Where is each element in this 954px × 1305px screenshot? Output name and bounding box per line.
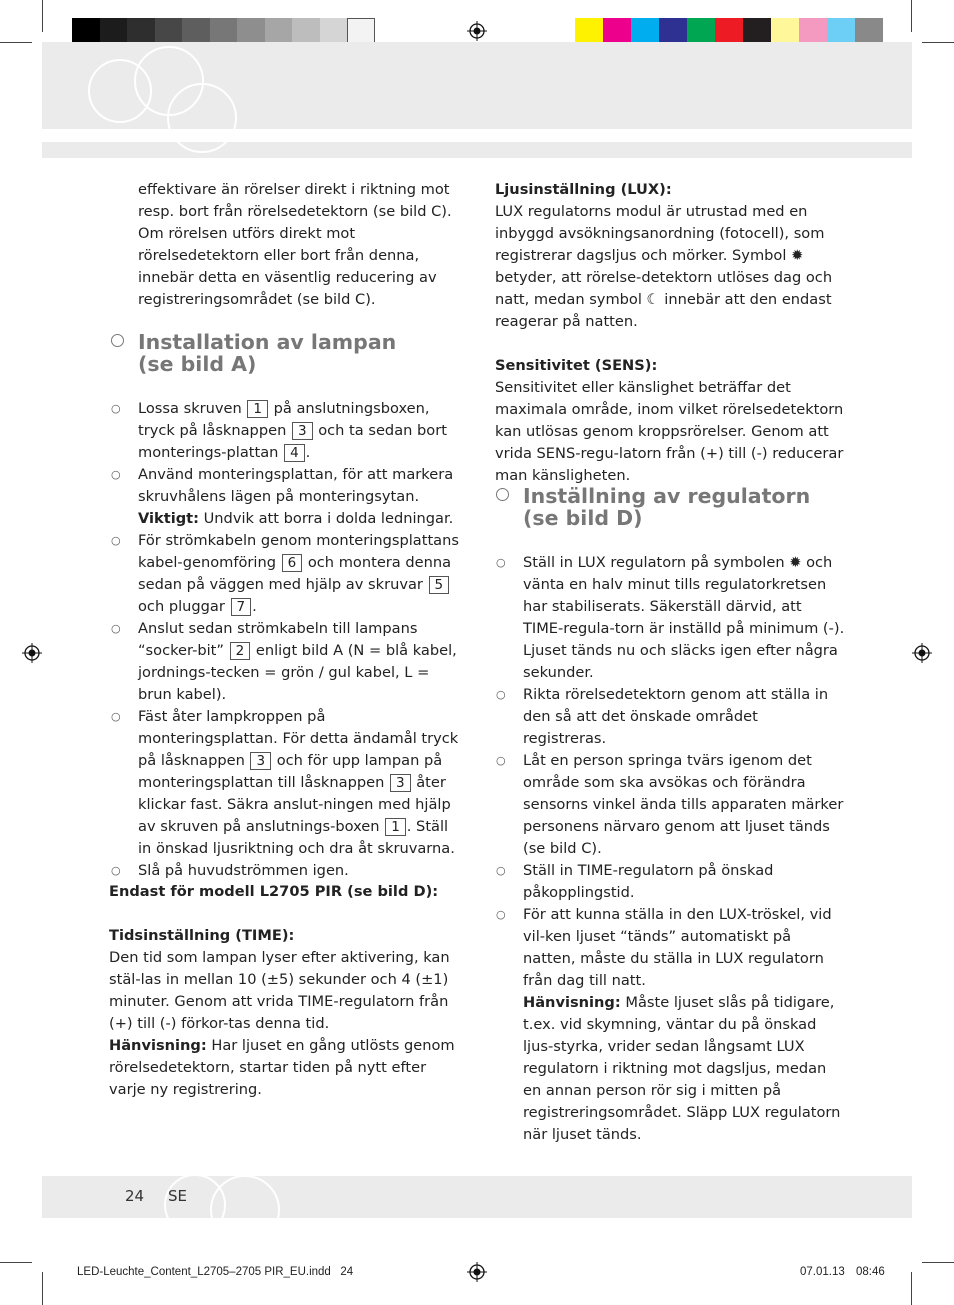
- list-item: ○ Anslut sedan strömkabeln till lampans “socker-bit” 2 enligt bild A (N = blå kabel, jordnings-tecken = grön / gul kabel, L = brun kabel).: [111, 620, 457, 703]
- crop-mark: [42, 0, 43, 32]
- moon-icon: ☾: [646, 291, 660, 308]
- crop-mark: [0, 42, 32, 43]
- time-text: Den tid som lampan lyser efter aktivering, kan stäl-las in mellan 10 (±5) sekunder och 4 (±1) minuter. Genom att vrida TIME-regulatorn från (+) till (-) förkor-tas denna tid.: [109, 949, 450, 1032]
- circle-bullet-icon: ○: [496, 908, 506, 921]
- list-item: ○ För att kunna ställa in den LUX-tröskel, vid vil-ken ljuset “tänds” automatiskt på natten, måste du ställa in LUX regulatorn från dag till natt. Hänvisning: Måste ljuset slås på tidigare, t.ex. vid skymning, väntar du på önskad ljus-styrka, vrider sedan långsamt LUX regulatorn i riktning mot dagsljus, medan en annan person rör sig i mitten på registreringsområdet. Släpp LUX regulatorn när ljuset tänds.: [496, 906, 841, 1143]
- sens-text: Sensitivitet eller känslighet beträffar det maximala område, inom vilket rörelsedetektorn kan utlösas genom kroppsrörelser. Genom att vrida SENS-regu-latorn från (+) till (-) reducerar man känsligheten.: [495, 379, 844, 484]
- color-swatch: [827, 18, 855, 45]
- part-number-box: 3: [390, 774, 411, 792]
- section-heading-installation: Installation av lampan (se bild A): [138, 331, 396, 375]
- color-swatch: [855, 18, 883, 45]
- color-swatch: [743, 18, 771, 45]
- list-item: ○ Fäst åter lampkroppen på monteringsplattan. För detta ändamål tryck på låsknappen 3 och för upp lampan på monteringsplattan till låsknappen 3 åter klickar fast. Säkra anslut-ningen med hjälp av skruven på anslutnings-boxen 1 . Ställ in önskad ljusriktning och dra åt skruvarna.: [111, 708, 459, 857]
- circle-bullet-icon: ○: [496, 556, 506, 569]
- list-item: ○ Ställ in LUX regulatorn på symbolen ✹ och vänta en halv minut tills regulatorkretsen har stabiliserats. Säkerställ därvid, att TIME-regula-torn är inställd på minimum (-). Ljuset tänds nu och släcks igen efter några sekunder.: [496, 554, 845, 681]
- circle-bullet-icon: [496, 488, 509, 501]
- gray-swatch: [155, 18, 183, 45]
- list-item: ○ För strömkabeln genom monteringsplattans kabel-genomföring 6 och montera denna sedan på väggen med hjälp av skruvar 5 och pluggar 7 .: [111, 532, 459, 615]
- circle-bullet-icon: ○: [496, 688, 506, 701]
- print-time: 08:46: [856, 1266, 885, 1278]
- list-item: ○ Slå på huvudströmmen igen.: [138, 860, 460, 882]
- gray-swatch: [292, 18, 320, 45]
- gray-swatch: [72, 18, 100, 45]
- crop-mark: [42, 1272, 43, 1305]
- part-number-box: 1: [385, 818, 406, 836]
- crop-mark: [922, 42, 954, 43]
- circle-bullet-icon: ○: [496, 864, 506, 877]
- sens-heading: Sensitivitet (SENS):: [495, 357, 658, 374]
- time-heading: Tidsinställning (TIME):: [109, 927, 295, 944]
- color-swatch: [659, 18, 687, 45]
- crop-mark: [922, 1262, 954, 1263]
- circle-bullet-icon: ○: [496, 754, 506, 767]
- part-number-box: 7: [231, 598, 252, 616]
- list-item: ○ Lossa skruven 1 på anslutningsboxen, tryck på låsknappen 3 och ta sedan bort monterings-plattan 4 .: [111, 400, 447, 461]
- decorative-circles-icon: [85, 45, 245, 155]
- model-section: Endast för modell L2705 PIR (se bild D): Tidsinställning (TIME): Den tid som lampan lyser efter aktivering, kan stäl-las in mellan 10 (±5) sekunder och 4 (±1) minuter. Genom att vrida TIME-regulatorn från (+) till (-) förkor-tas denna tid. Hänvisning: Har ljuset en gång utlösts genom rörelsedetektorn, startar tiden på nytt efter varje ny registrering.: [109, 881, 461, 1101]
- registration-mark-icon: [467, 21, 487, 41]
- sun-icon: ✹: [789, 554, 802, 571]
- gray-swatch: [237, 18, 265, 45]
- part-number-box: 3: [250, 752, 271, 770]
- gray-swatch: [100, 18, 128, 45]
- part-number-box: 1: [247, 400, 268, 418]
- registration-mark-icon: [467, 1262, 487, 1282]
- gray-swatch: [347, 18, 375, 45]
- regulator-steps: [496, 552, 845, 1146]
- section-heading-regulator: Inställning av regulatorn (se bild D): [523, 485, 810, 529]
- part-number-box: 6: [282, 554, 303, 572]
- list-item: ○ Ställ in TIME-regulatorn på önskad påkopplingstid.: [496, 862, 774, 901]
- color-swatch: [687, 18, 715, 45]
- color-swatch: [715, 18, 743, 45]
- installation-steps: [111, 398, 460, 882]
- registration-mark-icon: [22, 643, 42, 663]
- registration-mark-icon: [912, 643, 932, 663]
- gray-swatch: [182, 18, 210, 45]
- intro-paragraph: effektivare än rörelser direkt i riktning mot resp. bort från rörelsedetektorn (se bild C). Om rörelsen utförs direkt mot rörelsedetektorn eller bort från denna, innebär detta en väsentlig reducering av registreringsområdet (se bild C).: [138, 181, 452, 308]
- page-number: 24: [125, 1187, 145, 1205]
- color-swatch: [799, 18, 827, 45]
- circle-bullet-icon: ○: [111, 710, 121, 723]
- color-swatch: [771, 18, 799, 45]
- crop-mark: [0, 1262, 32, 1263]
- list-item: ○ Låt en person springa tvärs igenom det område som ska avsökas och förändra sensorns vinkel ända tills apparaten märker personens närvaro genom att ljuset tänds (se bild C).: [496, 752, 844, 857]
- part-number-box: 4: [284, 444, 305, 462]
- circle-bullet-icon: ○: [111, 402, 121, 415]
- gray-swatch: [320, 18, 348, 45]
- part-number-box: 5: [429, 576, 450, 594]
- file-name: LED-Leuchte_Content_L2705–2705 PIR_EU.indd 24: [77, 1266, 354, 1278]
- circle-bullet-icon: [111, 334, 124, 347]
- decorative-circles-icon: [140, 1160, 320, 1220]
- lux-heading: Ljusinställning (LUX):: [495, 181, 672, 198]
- part-number-box: 2: [230, 642, 251, 660]
- list-item: ○ Använd monteringsplattan, för att markera skruvhålens lägen på monteringsytan. Viktigt: Undvik att borra i dolda ledningar.: [111, 466, 454, 527]
- color-swatch: [575, 18, 603, 45]
- sun-icon: ✹: [791, 247, 804, 264]
- circle-bullet-icon: ○: [111, 622, 121, 635]
- gray-swatch: [210, 18, 238, 45]
- language-code: SE: [168, 1187, 187, 1205]
- print-date: 07.01.13: [800, 1266, 845, 1278]
- color-swatch: [603, 18, 631, 45]
- part-number-box: 3: [292, 422, 313, 440]
- model-heading: Endast för modell L2705 PIR (se bild D):: [109, 883, 439, 900]
- list-item: ○ Rikta rörelsedetektorn genom att ställa in den så att det önskade området registreras.: [496, 686, 829, 747]
- color-swatch: [631, 18, 659, 45]
- crop-mark: [911, 0, 912, 32]
- circle-bullet-icon: ○: [111, 534, 121, 547]
- gray-swatch: [127, 18, 155, 45]
- gray-swatch: [265, 18, 293, 45]
- lux-text: LUX regulatorns modul är utrustad med en inbyggd avsökningsanordning (fotocell), som registrerar dagsljus och mörker. Symbol ✹ betyder, att rörelse-detektorn utlöses dag och natt, medan symbol ☾ innebär att den endast reagerar på natten.: [495, 203, 833, 330]
- lux-sens-section: [495, 179, 847, 487]
- circle-bullet-icon: ○: [111, 864, 121, 877]
- crop-mark: [911, 1272, 912, 1305]
- circle-bullet-icon: ○: [111, 468, 121, 481]
